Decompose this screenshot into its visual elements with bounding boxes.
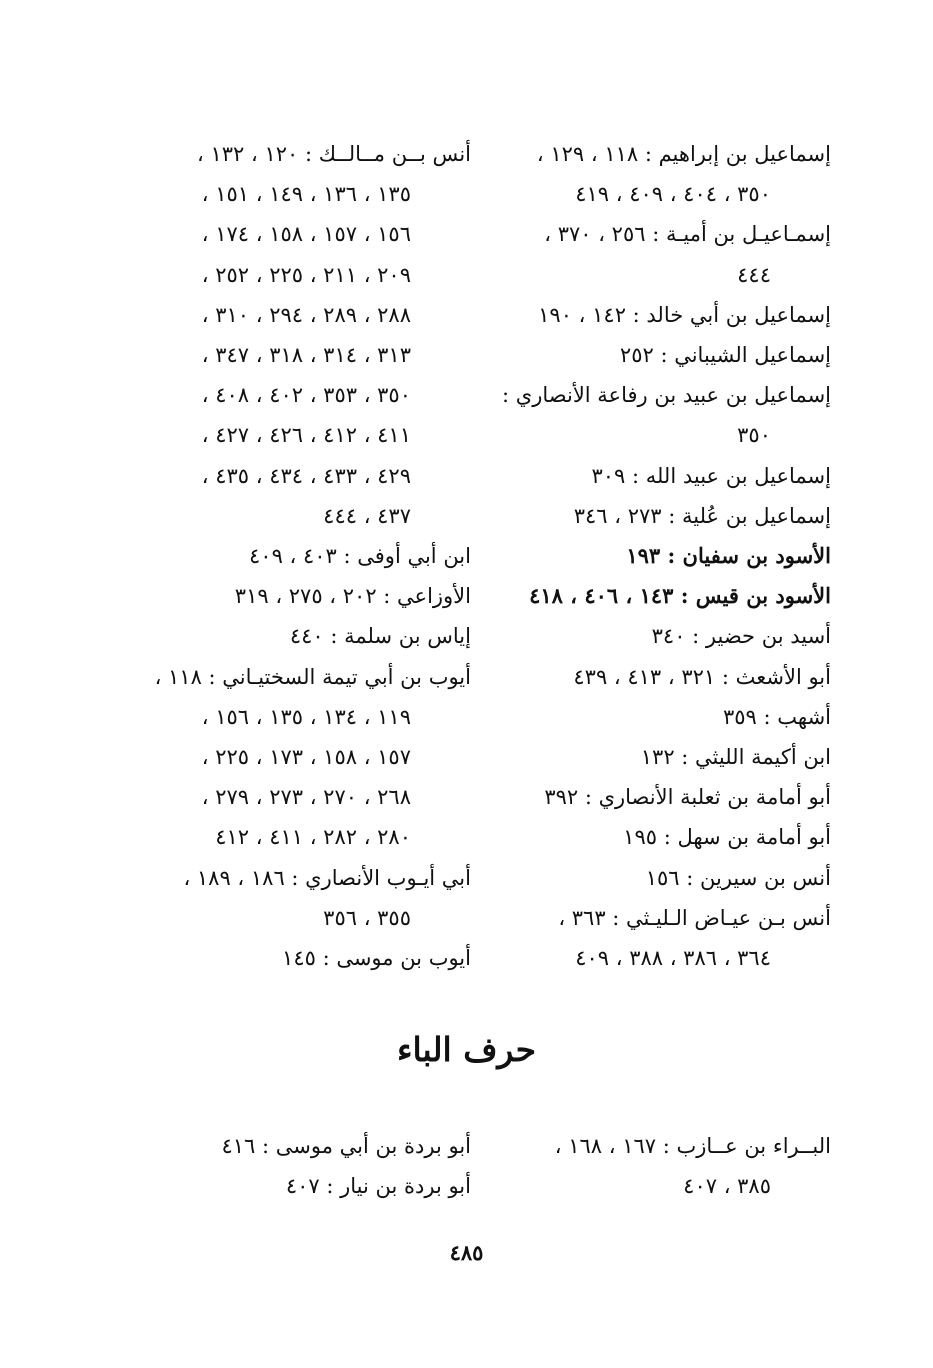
entry-line: إسماعيل بن عبيد بن رفاعة الأنصاري :	[502, 383, 831, 408]
entry-continuation: ١٥٦ ، ١٥٧ ، ١٥٨ ، ١٧٤ ،	[201, 222, 411, 247]
index-entry	[491, 496, 831, 536]
index-entry	[491, 817, 831, 857]
entry-line: إسماعيل الشيباني : ٢٥٢	[619, 343, 831, 368]
entry-line: الأسود بن سفيان : ١٩٣	[626, 543, 831, 569]
entry-continuation: ٣٥٠ ، ٤٠٤ ، ٤٠٩ ، ٤١٩	[575, 182, 771, 207]
entry-line: الأسود بن قيس : ١٤٣ ، ٤٠٦ ، ٤١٨	[529, 583, 831, 609]
index-entry	[491, 576, 831, 616]
entry-continuation: ١٥٧ ، ١٥٨ ، ١٧٣ ، ٢٢٥ ،	[201, 745, 411, 770]
index-entry	[131, 1166, 471, 1206]
entry-continuation: ٣٦٤ ، ٣٨٦ ، ٣٨٨ ، ٤٠٩	[575, 946, 771, 971]
index-entry	[491, 134, 831, 214]
entry-continuation: ٢٨٠ ، ٢٨٢ ، ٤١١ ، ٤١٢	[215, 825, 411, 850]
index-entry	[491, 737, 831, 777]
entry-line: أيوب بن موسى : ١٤٥	[282, 946, 471, 971]
entry-continuation: ١٣٥ ، ١٣٦ ، ١٤٩ ، ١٥١ ،	[201, 182, 411, 207]
entry-line: أبو بردة بن نيار : ٤٠٧	[285, 1174, 471, 1199]
entry-line: أبي أيـوب الأنصاري : ١٨٦ ، ١٨٩ ،	[183, 865, 471, 890]
index-entry	[131, 134, 471, 536]
index-entry	[131, 576, 471, 616]
index-entry	[131, 657, 471, 858]
index-entry	[131, 858, 471, 938]
entry-continuation: ٢٠٩ ، ٢١١ ، ٢٢٥ ، ٢٥٢ ،	[201, 262, 411, 287]
index-column-right-ba	[491, 1126, 831, 1206]
index-entry	[491, 697, 831, 737]
index-entry	[131, 1126, 471, 1166]
entry-continuation: ١١٩ ، ١٣٤ ، ١٣٥ ، ١٥٦ ،	[201, 704, 411, 729]
entry-line: ابن أبي أوفى : ٤٠٣ ، ٤٠٩	[249, 544, 471, 569]
index-entry	[491, 335, 831, 375]
index-entry	[491, 777, 831, 817]
index-entry	[131, 616, 471, 656]
entry-continuation: ٣١٣ ، ٣١٤ ، ٣١٨ ، ٣٤٧ ،	[201, 343, 411, 368]
entry-continuation: ٢٦٨ ، ٢٧٠ ، ٢٧٣ ، ٢٧٩ ،	[201, 785, 411, 810]
index-entry	[491, 616, 831, 656]
index-entry	[491, 1126, 831, 1206]
entry-line: إسماعيل بن عُلية : ٢٧٣ ، ٣٤٦	[573, 503, 831, 528]
index-entry	[491, 657, 831, 697]
entry-continuation: ٤١١ ، ٤١٢ ، ٤٢٦ ، ٤٢٧ ،	[201, 423, 411, 448]
entry-continuation: ٣٥٠	[737, 423, 771, 448]
entry-line: أيوب بن أبي تيمة السختيـاني : ١١٨ ،	[154, 664, 471, 689]
entry-line: إسماعيل بن عبيد الله : ٣٠٩	[591, 463, 831, 488]
entry-line: إسمـاعيـل بن أميـة : ٢٥٦ ، ٣٧٠ ،	[544, 222, 831, 247]
entry-continuation: ٣٨٥ ، ٤٠٧	[683, 1174, 771, 1199]
entry-continuation: ٣٥٠ ، ٣٥٣ ، ٤٠٢ ، ٤٠٨ ،	[201, 383, 411, 408]
entry-line: أنس بـن عيـاض الـليـثي : ٣٦٣ ،	[558, 905, 831, 930]
entry-continuation: ٤٤٤	[737, 262, 771, 287]
index-entry	[491, 375, 831, 455]
index-column-left	[131, 134, 471, 978]
entry-line: إسماعيل بن إبراهيم : ١١٨ ، ١٢٩ ،	[536, 142, 831, 166]
section-heading: حرف الباء	[396, 1030, 537, 1069]
entry-line: أشهب : ٣٥٩	[723, 704, 831, 729]
entry-line: البــراء بن عــازب : ١٦٧ ، ١٦٨ ،	[554, 1134, 831, 1158]
entry-line: ابن أكيمة الليثي : ١٣٢	[640, 745, 831, 770]
entry-continuation: ٤٢٩ ، ٤٣٣ ، ٤٣٤ ، ٤٣٥ ،	[201, 463, 411, 488]
index-entry	[131, 938, 471, 978]
index-column-right	[491, 134, 831, 978]
entry-line: أبو بردة بن أبي موسى : ٤١٦	[221, 1134, 471, 1158]
entry-line: أنس بن سيرين : ١٥٦	[645, 865, 831, 890]
entry-line: أبو أمامة بن ثعلبة الأنصاري : ٣٩٢	[544, 785, 831, 810]
index-entry	[491, 456, 831, 496]
index-entry	[491, 898, 831, 978]
index-entry	[491, 295, 831, 335]
entry-line: أبو أمامة بن سهل : ١٩٥	[623, 825, 831, 850]
entry-line: إسماعيل بن أبي خالد : ١٤٢ ، ١٩٠	[538, 302, 831, 327]
entry-continuation: ٢٨٨ ، ٢٨٩ ، ٢٩٤ ، ٣١٠ ،	[201, 302, 411, 327]
index-entry	[491, 214, 831, 294]
entry-line: الأوزاعي : ٢٠٢ ، ٢٧٥ ، ٣١٩	[234, 584, 471, 609]
entry-line: أسيد بن حضير : ٣٤٠	[651, 624, 831, 649]
entry-line: أنس بــن مــالــك : ١٢٠ ، ١٣٢ ،	[197, 142, 471, 166]
index-entry	[491, 536, 831, 576]
entry-continuation: ٣٥٥ ، ٣٥٦	[323, 905, 411, 930]
index-entry	[491, 858, 831, 898]
index-entry	[131, 536, 471, 576]
entry-line: أبو الأشعث : ٣٢١ ، ٤١٣ ، ٤٣٩	[573, 664, 831, 689]
entry-line: إياس بن سلمة : ٤٤٠	[289, 624, 471, 649]
entry-continuation: ٤٣٧ ، ٤٤٤	[323, 503, 411, 528]
page-number: ٤٨٥	[449, 1240, 484, 1265]
index-column-left-ba	[131, 1126, 471, 1206]
